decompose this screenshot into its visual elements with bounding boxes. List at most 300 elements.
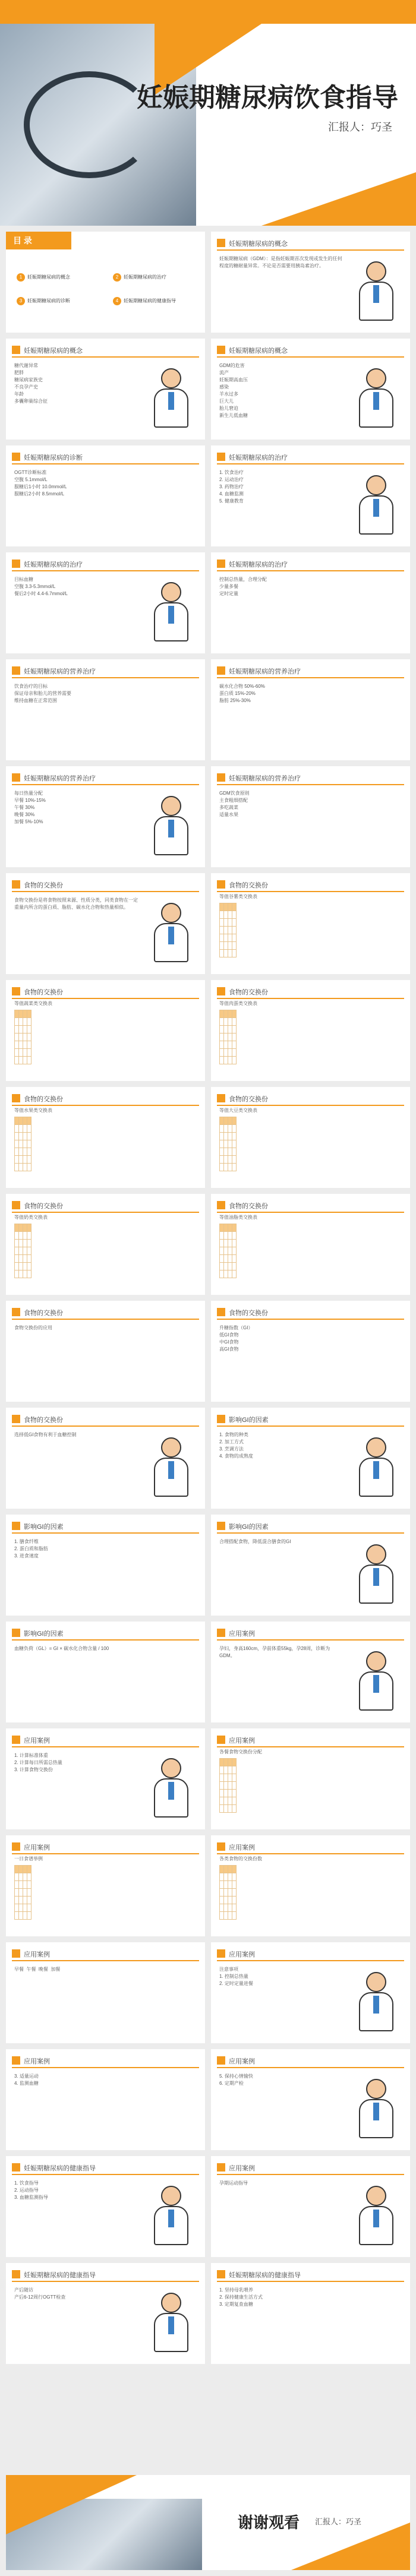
table-cell bbox=[23, 1026, 27, 1033]
slide-row bbox=[6, 1408, 410, 1509]
table-cell bbox=[232, 1889, 237, 1897]
table-row bbox=[220, 1782, 237, 1790]
table-cell bbox=[220, 1232, 224, 1240]
slide-title: 应用案例 bbox=[229, 2165, 255, 2172]
orange-corner bbox=[261, 172, 416, 226]
slide-text: 等值蔬菜类交换表 bbox=[14, 1001, 52, 1006]
slide-title: 应用案例 bbox=[24, 1951, 50, 1958]
table-cell bbox=[27, 1912, 31, 1920]
table-cell bbox=[220, 1240, 224, 1247]
slide-header bbox=[217, 2269, 404, 2282]
exchange-table bbox=[219, 1117, 237, 1171]
table-cell bbox=[220, 1148, 224, 1156]
table-row bbox=[220, 927, 237, 934]
table-cell bbox=[232, 1148, 237, 1156]
slide bbox=[211, 1835, 410, 1936]
table-row bbox=[15, 1224, 31, 1232]
table-cell bbox=[15, 1164, 19, 1171]
slide-text: 等值水果类交换表 bbox=[14, 1108, 52, 1113]
slide bbox=[211, 766, 410, 867]
table-cell bbox=[228, 1033, 232, 1041]
slide-title: 妊娠期糖尿病的概念 bbox=[24, 347, 83, 355]
slide-text: 各餐食物交换份分配 bbox=[219, 1749, 262, 1755]
table-cell bbox=[220, 1018, 224, 1026]
table-row bbox=[220, 1240, 237, 1247]
slide-header bbox=[12, 344, 199, 358]
orange-corner bbox=[291, 2523, 410, 2570]
table-cell bbox=[224, 1240, 228, 1247]
table-cell bbox=[15, 1010, 19, 1018]
slide-text: 糖代谢异常 肥胖 糖尿病家族史 不良孕产史 年龄 多囊卵巢综合征 bbox=[14, 363, 48, 404]
table-cell bbox=[232, 1782, 237, 1790]
table-row bbox=[15, 1049, 31, 1057]
table-cell bbox=[232, 1912, 237, 1920]
slide-text: 一日食谱举例 bbox=[14, 1856, 43, 1861]
slide-text: 注意事项 1. 控制总热量 2. 定时定量进餐 bbox=[219, 1967, 253, 1986]
table-cell bbox=[27, 1889, 31, 1897]
header-marker bbox=[12, 1949, 20, 1958]
table-cell bbox=[224, 927, 228, 934]
table-cell bbox=[224, 1805, 228, 1813]
slide-header bbox=[217, 665, 404, 678]
slide bbox=[6, 2263, 205, 2364]
table-cell bbox=[228, 1866, 232, 1873]
slide-text: 等值油脂类交换表 bbox=[219, 1215, 257, 1220]
table-cell bbox=[15, 1912, 19, 1920]
doctor-illustration-icon bbox=[146, 1437, 197, 1500]
table-row bbox=[15, 1232, 31, 1240]
table-cell bbox=[228, 1873, 232, 1881]
table-cell bbox=[19, 1889, 23, 1897]
table-cell bbox=[15, 1270, 19, 1278]
table-cell bbox=[19, 1117, 23, 1125]
slide-header bbox=[217, 2162, 404, 2175]
table-cell bbox=[15, 1263, 19, 1270]
table-cell bbox=[19, 1232, 23, 1240]
slide-text: 等值谷薯类交换表 bbox=[219, 894, 257, 899]
exchange-table bbox=[14, 1224, 31, 1278]
table-cell bbox=[228, 934, 232, 942]
slide-text: 血糖负荷（GL）= GI × 碳水化合物含量 / 100 bbox=[14, 1646, 109, 1651]
table-row bbox=[15, 1866, 31, 1873]
table-cell bbox=[220, 1897, 224, 1904]
toc-item[interactable] bbox=[113, 297, 176, 305]
table-cell bbox=[232, 1897, 237, 1904]
slide-header bbox=[217, 1307, 404, 1320]
slide-row bbox=[6, 1942, 410, 2043]
table-cell bbox=[224, 1255, 228, 1263]
table-cell bbox=[23, 1255, 27, 1263]
header-marker bbox=[12, 2056, 20, 2065]
table-cell bbox=[220, 950, 224, 957]
slide-header bbox=[12, 1948, 199, 1961]
table-row bbox=[15, 1140, 31, 1148]
table-row bbox=[220, 1790, 237, 1797]
table-row bbox=[15, 1240, 31, 1247]
table-cell bbox=[228, 1263, 232, 1270]
slide-title: 妊娠期糖尿病的健康指导 bbox=[24, 2165, 96, 2172]
slide-title: 妊娠期糖尿病的营养治疗 bbox=[24, 775, 96, 782]
table-cell bbox=[19, 1018, 23, 1026]
table-cell bbox=[15, 1140, 19, 1148]
slide-title: 食物的交换份 bbox=[229, 1310, 268, 1317]
table-cell bbox=[232, 950, 237, 957]
slide-text: GDM饮食原则 主食粗细搭配 多吃蔬菜 适量水果 bbox=[219, 791, 250, 817]
slide bbox=[211, 1087, 410, 1188]
slide-title: 妊娠期糖尿病的健康指导 bbox=[24, 2272, 96, 2279]
table-cell bbox=[228, 1049, 232, 1057]
doctor-illustration-icon bbox=[351, 1544, 402, 1607]
table-cell bbox=[23, 1133, 27, 1140]
table-cell bbox=[23, 1881, 27, 1889]
table-cell bbox=[220, 1790, 224, 1797]
slide bbox=[6, 445, 205, 546]
table-row bbox=[220, 1057, 237, 1064]
slide-row bbox=[6, 2263, 410, 2364]
table-cell bbox=[228, 1148, 232, 1156]
table-cell bbox=[23, 1148, 27, 1156]
table-cell bbox=[23, 1912, 27, 1920]
table-cell bbox=[220, 919, 224, 927]
slide bbox=[6, 552, 205, 653]
table-cell bbox=[224, 1263, 228, 1270]
slide bbox=[6, 1408, 205, 1509]
table-cell bbox=[220, 1247, 224, 1255]
table-cell bbox=[232, 1156, 237, 1164]
table-cell bbox=[27, 1897, 31, 1904]
table-cell bbox=[228, 1026, 232, 1033]
slide-row bbox=[6, 1194, 410, 1295]
toc-item[interactable] bbox=[17, 273, 70, 282]
table-cell bbox=[19, 1224, 23, 1232]
doctor-illustration-icon bbox=[146, 2186, 197, 2249]
table-cell bbox=[15, 1156, 19, 1164]
table-cell bbox=[224, 1148, 228, 1156]
table-cell bbox=[220, 1782, 224, 1790]
header-marker bbox=[217, 1842, 225, 1851]
slide-title: 妊娠期糖尿病的治疗 bbox=[229, 454, 288, 462]
header-marker bbox=[217, 1094, 225, 1102]
slide-header bbox=[12, 1627, 199, 1641]
table-cell bbox=[228, 1232, 232, 1240]
exchange-table bbox=[14, 1010, 31, 1064]
table-cell bbox=[15, 1904, 19, 1912]
table-cell bbox=[27, 1164, 31, 1171]
slide-title: 食物的交换份 bbox=[229, 1096, 268, 1103]
table-cell bbox=[27, 1224, 31, 1232]
exchange-table bbox=[219, 1224, 237, 1278]
slide-row bbox=[6, 445, 410, 546]
header-marker bbox=[12, 880, 20, 889]
table-cell bbox=[232, 1018, 237, 1026]
table-cell bbox=[220, 1766, 224, 1774]
table-row bbox=[15, 1904, 31, 1912]
table-cell bbox=[23, 1240, 27, 1247]
slide bbox=[6, 1301, 205, 1402]
table-cell bbox=[27, 1270, 31, 1278]
table-row bbox=[15, 1057, 31, 1064]
slide bbox=[211, 980, 410, 1081]
table-cell bbox=[228, 1766, 232, 1774]
table-cell bbox=[224, 919, 228, 927]
header-marker bbox=[217, 453, 225, 461]
toc-num: 1 bbox=[17, 273, 25, 282]
slide-header bbox=[217, 1948, 404, 1961]
exchange-table bbox=[14, 1865, 31, 1920]
table-row bbox=[220, 1255, 237, 1263]
table-cell bbox=[19, 1912, 23, 1920]
slide-grid bbox=[6, 232, 410, 2370]
table-cell bbox=[232, 1057, 237, 1064]
table-cell bbox=[15, 1873, 19, 1881]
table-cell bbox=[19, 1881, 23, 1889]
slide-header bbox=[12, 2269, 199, 2282]
table-cell bbox=[228, 1240, 232, 1247]
slide-title: 妊娠期糖尿病的营养治疗 bbox=[229, 775, 301, 782]
table-cell bbox=[232, 1790, 237, 1797]
table-cell bbox=[27, 1057, 31, 1064]
table-cell bbox=[15, 1049, 19, 1057]
table-cell bbox=[224, 950, 228, 957]
slide-title: 妊娠期糖尿病的治疗 bbox=[24, 561, 83, 568]
table-cell bbox=[15, 1026, 19, 1033]
header-marker bbox=[217, 773, 225, 782]
slide-row bbox=[6, 1087, 410, 1188]
slide bbox=[6, 873, 205, 974]
table-cell bbox=[220, 1255, 224, 1263]
slide-title: 应用案例 bbox=[229, 1737, 255, 1744]
table-row bbox=[220, 1904, 237, 1912]
table-cell bbox=[228, 1797, 232, 1805]
table-cell bbox=[232, 1240, 237, 1247]
table-cell bbox=[228, 903, 232, 911]
slide-text: OGTT诊断标准 空腹 5.1mmol/L 服糖后1小时 10.0mmol/L 服糖后2小时 8.5mmol/L bbox=[14, 470, 67, 497]
slide bbox=[211, 232, 410, 333]
slide bbox=[211, 873, 410, 974]
table-cell bbox=[228, 1270, 232, 1278]
table-cell bbox=[220, 1041, 224, 1049]
table-cell bbox=[220, 934, 224, 942]
toc-item[interactable] bbox=[113, 273, 166, 282]
table-cell bbox=[220, 1010, 224, 1018]
slide-row bbox=[6, 1835, 410, 1936]
table-cell bbox=[27, 1049, 31, 1057]
table-cell bbox=[23, 1270, 27, 1278]
table-cell bbox=[232, 1873, 237, 1881]
table-row bbox=[220, 1041, 237, 1049]
slide-text: 孕妇，身高160cm，孕前体重55kg，孕28周，诊断为GDM。 bbox=[219, 1646, 330, 1658]
slide-text: 产后随访 产后6-12周行OGTT检查 bbox=[14, 2287, 66, 2300]
table-row bbox=[220, 1270, 237, 1278]
table-cell bbox=[27, 1041, 31, 1049]
table-cell bbox=[15, 1033, 19, 1041]
table-row bbox=[220, 1049, 237, 1057]
slide bbox=[6, 1728, 205, 1829]
slide-header bbox=[12, 879, 199, 892]
table-cell bbox=[224, 1866, 228, 1873]
table-cell bbox=[224, 1049, 228, 1057]
table-cell bbox=[224, 934, 228, 942]
table-cell bbox=[23, 1033, 27, 1041]
table-row bbox=[15, 1041, 31, 1049]
toc-item[interactable] bbox=[17, 297, 70, 305]
table-cell bbox=[224, 1033, 228, 1041]
slide-text: 5. 保持心情愉快 6. 定期产检 bbox=[219, 2074, 253, 2086]
table-cell bbox=[224, 1766, 228, 1774]
slide bbox=[211, 659, 410, 760]
top-band bbox=[0, 0, 416, 24]
table-row bbox=[220, 1881, 237, 1889]
table-cell bbox=[220, 1117, 224, 1125]
table-cell bbox=[224, 903, 228, 911]
table-cell bbox=[220, 1057, 224, 1064]
slide-row bbox=[6, 980, 410, 1081]
table-cell bbox=[228, 1904, 232, 1912]
table-row bbox=[220, 1263, 237, 1270]
header-marker bbox=[217, 2056, 225, 2065]
header-marker bbox=[217, 1522, 225, 1530]
table-cell bbox=[224, 1897, 228, 1904]
doctor-illustration-icon bbox=[351, 1437, 402, 1500]
slide-text: 等值奶类交换表 bbox=[14, 1215, 48, 1220]
table-cell bbox=[15, 1255, 19, 1263]
slide-header bbox=[12, 451, 199, 464]
slide-title: 妊娠期糖尿病的营养治疗 bbox=[24, 668, 96, 675]
header-marker bbox=[12, 1415, 20, 1423]
slide-title: 食物的交换份 bbox=[24, 1096, 63, 1103]
slide-header bbox=[217, 1200, 404, 1213]
table-cell bbox=[224, 1759, 228, 1766]
slide-header bbox=[12, 1307, 199, 1320]
table-cell bbox=[19, 1148, 23, 1156]
table-cell bbox=[224, 1881, 228, 1889]
slide bbox=[211, 339, 410, 440]
table-row bbox=[220, 911, 237, 919]
table-row bbox=[220, 1148, 237, 1156]
table-cell bbox=[19, 1240, 23, 1247]
slide-text: 孕期运动指导 bbox=[219, 2180, 248, 2186]
table-row bbox=[220, 1866, 237, 1873]
table-cell bbox=[232, 903, 237, 911]
ending-slide bbox=[6, 2475, 410, 2570]
table-row bbox=[220, 1164, 237, 1171]
table-row bbox=[15, 1010, 31, 1018]
slide-text: 1. 饮食治疗 2. 运动治疗 3. 药物治疗 4. 血糖监测 5. 健康教育 bbox=[219, 470, 244, 504]
doctor-illustration-icon bbox=[146, 903, 197, 966]
table-cell bbox=[232, 1117, 237, 1125]
table-cell bbox=[19, 1133, 23, 1140]
table-cell bbox=[220, 1125, 224, 1133]
header-marker bbox=[217, 2163, 225, 2172]
toc-text: 妊娠期糖尿病的诊断 bbox=[27, 298, 70, 304]
slide-header bbox=[217, 1414, 404, 1427]
table-cell bbox=[15, 1148, 19, 1156]
doctor-illustration-icon bbox=[351, 2186, 402, 2249]
table-cell bbox=[15, 1232, 19, 1240]
table-row bbox=[15, 1164, 31, 1171]
table-cell bbox=[19, 1904, 23, 1912]
slide-title: 妊娠期糖尿病的概念 bbox=[229, 347, 288, 355]
slide-header bbox=[217, 2055, 404, 2068]
table-cell bbox=[19, 1270, 23, 1278]
table-cell bbox=[224, 1133, 228, 1140]
table-cell bbox=[27, 1247, 31, 1255]
table-cell bbox=[19, 1873, 23, 1881]
table-cell bbox=[228, 1164, 232, 1171]
slide-title: 食物的交换份 bbox=[229, 989, 268, 996]
table-cell bbox=[220, 1866, 224, 1873]
table-cell bbox=[220, 1026, 224, 1033]
table-cell bbox=[232, 1224, 237, 1232]
table-row bbox=[220, 1759, 237, 1766]
table-cell bbox=[224, 1164, 228, 1171]
table-cell bbox=[228, 919, 232, 927]
table-cell bbox=[15, 1224, 19, 1232]
header-marker bbox=[12, 1842, 20, 1851]
slide bbox=[6, 1942, 205, 2043]
slide-header bbox=[12, 665, 199, 678]
slide-text: 饮食治疗的目标 保证母亲和胎儿的营养需要 维持血糖在正常范围 bbox=[14, 684, 71, 703]
header-marker bbox=[12, 987, 20, 995]
slide bbox=[6, 1835, 205, 1936]
table-cell bbox=[224, 911, 228, 919]
slide-text: GDM的危害 流产 妊娠期高血压 感染 羊水过多 巨大儿 胎儿窘迫 新生儿低血糖 bbox=[219, 363, 248, 418]
header-marker bbox=[12, 1308, 20, 1316]
table-cell bbox=[23, 1117, 27, 1125]
table-cell bbox=[220, 1224, 224, 1232]
table-cell bbox=[27, 1240, 31, 1247]
table-cell bbox=[27, 1866, 31, 1873]
table-cell bbox=[228, 1125, 232, 1133]
table-cell bbox=[19, 1033, 23, 1041]
slide-header bbox=[12, 1414, 199, 1427]
slide-text: 食物交换份的应用 bbox=[14, 1325, 52, 1330]
slide-header bbox=[12, 1841, 199, 1854]
slide bbox=[211, 1408, 410, 1509]
table-cell bbox=[232, 1164, 237, 1171]
table-cell bbox=[19, 1026, 23, 1033]
slide bbox=[211, 2049, 410, 2150]
orange-triangle bbox=[6, 2475, 137, 2534]
table-cell bbox=[224, 1041, 228, 1049]
slide-title: 食物的交换份 bbox=[229, 882, 268, 889]
table-cell bbox=[27, 1140, 31, 1148]
slide-title: 妊娠期糖尿病的治疗 bbox=[229, 561, 288, 568]
table-cell bbox=[232, 1759, 237, 1766]
table-row bbox=[220, 903, 237, 911]
table-cell bbox=[220, 927, 224, 934]
slide bbox=[6, 339, 205, 440]
header-marker bbox=[12, 2163, 20, 2172]
table-cell bbox=[220, 1881, 224, 1889]
table-cell bbox=[27, 1156, 31, 1164]
slide bbox=[211, 1942, 410, 2043]
doctor-illustration-icon bbox=[351, 2079, 402, 2142]
table-cell bbox=[23, 1156, 27, 1164]
table-cell bbox=[220, 1140, 224, 1148]
table-row bbox=[220, 1010, 237, 1018]
table-cell bbox=[232, 1774, 237, 1782]
header-marker bbox=[217, 2270, 225, 2278]
header-marker bbox=[217, 666, 225, 675]
table-cell bbox=[27, 1255, 31, 1263]
slide-title: 应用案例 bbox=[229, 2058, 255, 2065]
table-cell bbox=[23, 1164, 27, 1171]
table-cell bbox=[232, 1805, 237, 1813]
table-cell bbox=[27, 1010, 31, 1018]
table-cell bbox=[224, 1889, 228, 1897]
table-row bbox=[15, 1018, 31, 1026]
